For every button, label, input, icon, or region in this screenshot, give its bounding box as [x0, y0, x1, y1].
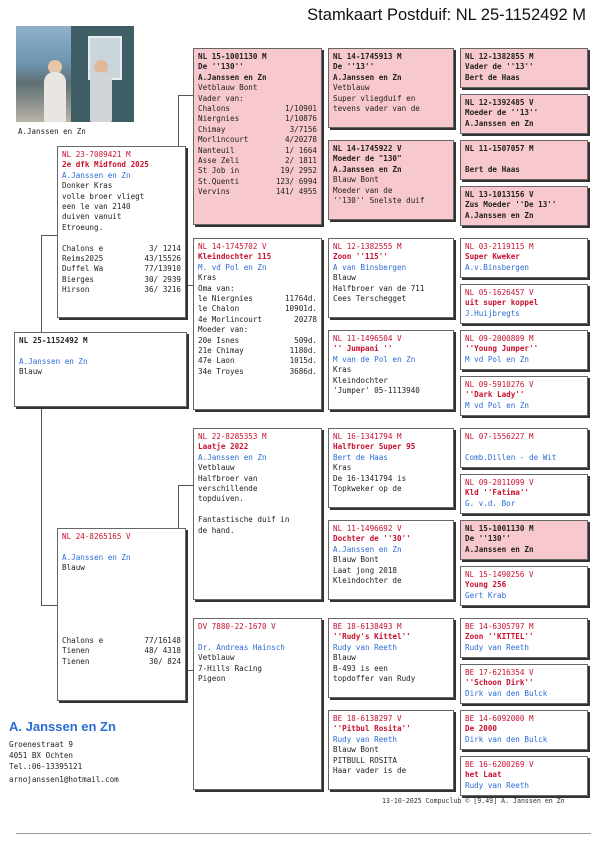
dd-ring: DV 7880-22-1670 V — [198, 622, 276, 631]
g3-line: Blauw — [333, 653, 356, 663]
g4-owner: Rudy van Reeth — [465, 780, 530, 790]
subject-owner: A.Janssen en Zn — [19, 356, 88, 366]
ds-owner: A.Janssen en Zn — [198, 452, 267, 462]
g4-name: uit super koppel — [465, 298, 539, 308]
subject-color: Blauw — [19, 367, 42, 377]
g4-ring: NL 03-2119115 M — [465, 242, 534, 251]
connector — [41, 605, 57, 606]
g3-line: Blauw Bont — [333, 555, 379, 565]
sd-owner: M. vd Pol en Zn — [198, 262, 267, 272]
g4-ring: NL 09-2000809 M — [465, 334, 534, 343]
dam-card — [57, 528, 186, 701]
ancestor-card-g4 — [460, 474, 588, 514]
ancestor-card-g4 — [460, 520, 588, 560]
page-title: Stamkaart Postduif: NL 25-1152492 M — [307, 6, 586, 24]
g4-name: het Laat — [465, 770, 502, 780]
ss-result: Vervins 141/ 4955 — [198, 187, 317, 197]
ancestor-card-g4 — [460, 376, 588, 416]
g4-owner: M vd Pol en Zn — [465, 354, 530, 364]
sd-line: Kras — [198, 273, 217, 283]
g4-ring: NL 12-1382855 M — [465, 52, 534, 61]
connector — [178, 95, 193, 96]
sd-line: Moeder van: — [198, 325, 249, 335]
sd-result: 47e Laon 1015d. — [198, 356, 317, 366]
sire-owner: A.Janssen en Zn — [62, 170, 131, 180]
g3-ring: BE 18-6138493 M — [333, 622, 402, 631]
owner-photo — [16, 26, 134, 122]
ancestor-card-g4 — [460, 618, 588, 658]
g4-name: Zoon ''KITTEL'' — [465, 632, 534, 642]
g3-line: De 16-1341794 is — [333, 473, 407, 483]
sire-name: 2e dfk Midfond 2025 — [62, 160, 149, 170]
sd-result: le Chalon 10901d. — [198, 304, 317, 314]
ancestor-card-g4 — [460, 140, 588, 180]
g3-line: Super vliegduif en — [333, 93, 416, 103]
ss-result: Asse Zeli 2/ 1811 — [198, 156, 317, 166]
ss-result: St Job in 19/ 2952 — [198, 166, 317, 176]
ancestor-card-g4 — [460, 566, 588, 606]
g4-name: Zus Moeder ''De 13'' — [465, 200, 557, 210]
ss-result: Nanteuil 1/ 1664 — [198, 145, 317, 155]
g4-ring: NL 15-1001130 M — [465, 524, 534, 533]
ss-line: Vader van: — [198, 93, 244, 103]
ancestor-card-g4 — [460, 756, 588, 796]
ds-line: Vetblauw — [198, 463, 235, 473]
g4-name — [465, 442, 583, 452]
g4-name: De 2000 — [465, 724, 498, 734]
ds-line: de hand. — [198, 525, 235, 535]
g3-line: Blauw — [333, 273, 356, 283]
g3-line: Blauw Bont — [333, 745, 379, 755]
g3-ring: NL 12-1382555 M — [333, 242, 402, 251]
g4-name — [465, 154, 583, 164]
dam-color: Blauw — [62, 563, 85, 573]
g3-line: Kleindochter — [333, 375, 388, 385]
ancestor-card-g4 — [460, 710, 588, 750]
sd-result: 20e Isnes 509d. — [198, 335, 317, 345]
g4-name: ''Young Jumper'' — [465, 344, 539, 354]
subject-ring: NL 25-1152492 M — [19, 336, 88, 345]
connector — [41, 235, 42, 605]
g4-name: Super Kweker — [465, 252, 520, 262]
g4-owner: A.Janssen en Zn — [465, 544, 534, 554]
sire-result: Chalons e 3/ 1214 — [62, 243, 181, 253]
g4-owner: A.Janssen en Zn — [465, 210, 534, 220]
g3-owner: Bert de Haas — [333, 452, 388, 462]
ancestor-card-g3 — [328, 520, 454, 600]
ds-line: Fantastische duif in — [198, 515, 290, 525]
sd-result: le Niergnies 11764d. — [198, 294, 317, 304]
g3-line: B-493 is een — [333, 663, 388, 673]
ss-result: Niergnies 1/10876 — [198, 114, 317, 124]
g3-line: Kras — [333, 463, 352, 473]
ss-owner: A.Janssen en Zn — [198, 72, 267, 82]
sire-card — [57, 146, 186, 318]
ancestor-card-g3 — [328, 330, 454, 410]
sd-result: 34e Troyes 3686d. — [198, 366, 317, 376]
dam-result: Tienen 48/ 4318 — [62, 646, 181, 656]
g3-line: Laat jong 2018 — [333, 565, 398, 575]
g3-owner: A.Janssen en Zn — [333, 72, 402, 82]
ss-result: Chimay 3/7156 — [198, 124, 317, 134]
ancestor-card-g3 — [328, 618, 454, 698]
g4-owner: M vd Pol en Zn — [465, 400, 530, 410]
ds-line: topduiven. — [198, 494, 244, 504]
dd-line: Vetblauw — [198, 653, 235, 663]
g3-line: 'Jumper' 05-1113940 — [333, 386, 420, 396]
ds-name: Laatje 2022 — [198, 442, 249, 452]
g4-owner: Bert de Haas — [465, 164, 520, 174]
sd-result: 21e Chimay 1180d. — [198, 346, 317, 356]
g4-name: Moeder de ''13'' — [465, 108, 539, 118]
dam-owner: A.Janssen en Zn — [62, 552, 131, 562]
g3-owner: A.Janssen en Zn — [333, 164, 402, 174]
ancestor-card-g3 — [328, 48, 454, 128]
sire-line: een le van 2140 — [62, 202, 131, 212]
ancestor-card-g4 — [460, 94, 588, 134]
g3-line: Topkweker op de — [333, 484, 402, 494]
sire-result: Bierges 30/ 2939 — [62, 274, 181, 284]
g3-owner: Rudy van Reeth — [333, 642, 398, 652]
g3-name: ''Pitbul Rosita'' — [333, 724, 411, 734]
g3-owner: A.Janssen en Zn — [333, 544, 402, 554]
g3-line: Cees Terschegget — [333, 294, 407, 304]
dam-result: Chalons e 77/16148 — [62, 636, 181, 646]
ancestor-card-g3 — [328, 238, 454, 318]
g3-ring: BE 18-6138297 V — [333, 714, 402, 723]
g3-line: Moeder van de — [333, 185, 393, 195]
dd-owner: Dr. Andreas Hainsch — [198, 642, 285, 652]
g3-owner: A van Binsbergen — [333, 262, 407, 272]
g3-name: Moeder de "130" — [333, 154, 402, 164]
ancestor-card-g4 — [460, 330, 588, 370]
ancestor-card-g4 — [460, 664, 588, 704]
g4-ring: NL 12-1392485 V — [465, 98, 534, 107]
dam-ring: NL 24-8265165 V — [62, 532, 131, 541]
ancestor-card-g3 — [328, 428, 454, 508]
g4-owner: Comb.Dillen - de Wit — [465, 452, 557, 462]
ancestor-card-g4 — [460, 186, 588, 226]
g3-name: De ''13'' — [333, 62, 375, 72]
breeder-name: A. Janssen en Zn — [9, 719, 116, 734]
sire-line: Donker Kras — [62, 181, 113, 191]
g4-name: Kld ''Fatima'' — [465, 488, 530, 498]
g3-line: ''130'' Snelste duif — [333, 196, 425, 206]
sire-result: Reims2025 43/15526 — [62, 254, 181, 264]
sire-ring: NL 23-7089421 M — [62, 150, 131, 159]
g4-ring: NL 05-1626457 V — [465, 288, 534, 297]
photo-caption: A.Janssen en Zn — [18, 127, 86, 136]
sire-line: duiven vanuit — [62, 212, 122, 222]
g4-ring: NL 09-5910276 V — [465, 380, 534, 389]
footer-text: 13-10-2025 Compuclub © [9.49] A. Janssen en Zn — [382, 797, 565, 805]
ds-line: Halfbroer van — [198, 473, 258, 483]
g4-ring: NL 15-1490256 V — [465, 570, 534, 579]
granddam-dam-card — [193, 618, 322, 790]
grandsire-sire-card — [193, 48, 322, 225]
g3-line: Kras — [333, 365, 352, 375]
g4-ring: NL 11-1507057 M — [465, 144, 534, 153]
g3-line: topdoffer van Rudy — [333, 674, 416, 684]
breeder-phone: Tel.:06-13395121 — [9, 762, 83, 771]
breeder-city: 4051 BX Ochten — [9, 751, 74, 760]
ds-ring: NL 22-8285353 M — [198, 432, 267, 441]
ss-ring: NL 15-1001130 M — [198, 52, 267, 61]
dd-line: 7-Hills Racing — [198, 663, 263, 673]
dd-line: Pigeon — [198, 674, 226, 684]
g3-ring: NL 14-1745913 M — [333, 52, 402, 61]
g3-name: Zoon ''115'' — [333, 252, 388, 262]
ancestor-card-g4 — [460, 284, 588, 324]
g3-ring: NL 11-1496504 V — [333, 334, 402, 343]
g3-owner: Rudy van Reeth — [333, 734, 398, 744]
ds-line: verschillende — [198, 484, 258, 494]
breeder-block — [9, 719, 119, 785]
g3-ring: NL 16-1341794 M — [333, 432, 402, 441]
connector — [41, 235, 57, 236]
sd-line: Oma van: — [198, 283, 235, 293]
g4-owner: J.Huijbregts — [465, 308, 520, 318]
ss-result: Chalons 1/10901 — [198, 104, 317, 114]
ss-result: Morlincourt 4/20278 — [198, 135, 317, 145]
footer-divider — [16, 833, 591, 834]
g4-owner: A.Janssen en Zn — [465, 118, 534, 128]
ss-name: De ''130'' — [198, 62, 244, 72]
sire-line: volle broer vliegt — [62, 191, 145, 201]
g3-owner: M van de Pol en Zn — [333, 354, 416, 364]
sd-name: Kleindochter 115 — [198, 252, 272, 262]
breeder-street: Groenestraat 9 — [9, 740, 74, 749]
g4-ring: BE 14-6305797 M — [465, 622, 534, 631]
granddam-sire-card — [193, 238, 322, 410]
g3-line: Halfbroer van de 711 — [333, 283, 425, 293]
g4-name: ''Schoon Dirk'' — [465, 678, 534, 688]
g3-name: '' Jumpani '' — [333, 344, 393, 354]
ancestor-card-g4 — [460, 48, 588, 88]
g4-owner: Rudy van Reeth — [465, 642, 530, 652]
g3-line: Blauw Bont — [333, 175, 379, 185]
ss-result: St.Quenti 123/ 6994 — [198, 176, 317, 186]
g4-ring: NL 09-2011099 V — [465, 478, 534, 487]
subject-card — [14, 332, 187, 407]
g3-line: PITBULL ROSITA — [333, 755, 398, 765]
g4-ring: BE 17-6216354 V — [465, 668, 534, 677]
grandsire-dam-card — [193, 428, 322, 600]
breeder-email: arnojanssen1@hotmail.com — [9, 775, 119, 784]
sire-line: Etroeung. — [62, 222, 104, 232]
ancestor-card-g3 — [328, 140, 454, 220]
ancestor-card-g3 — [328, 710, 454, 790]
sire-result: Duffel Wa 77/13910 — [62, 264, 181, 274]
g4-ring: BE 14-6092000 M — [465, 714, 534, 723]
g4-owner: A.v.Binsbergen — [465, 262, 530, 272]
g4-ring: BE 16-6200269 V — [465, 760, 534, 769]
g4-name: De ''130'' — [465, 534, 511, 544]
g4-ring: NL 13-1013156 V — [465, 190, 534, 199]
ancestor-card-g4 — [460, 428, 588, 468]
g3-name: ''Rudy's Kittel'' — [333, 632, 411, 642]
g4-owner: Dirk van den Bulck — [465, 734, 548, 744]
sire-result: Hirson 36/ 3216 — [62, 285, 181, 295]
sd-ring: NL 14-1745702 V — [198, 242, 267, 251]
g3-line: tevens vader van de — [333, 104, 420, 114]
g3-ring: NL 14-1745922 V — [333, 144, 402, 153]
g3-line: Kleindochter de — [333, 576, 402, 586]
ss-line: Vetblauw Bont — [198, 83, 258, 93]
dam-result: Tienen 30/ 824 — [62, 656, 181, 666]
g4-owner: Bert de Haas — [465, 72, 520, 82]
g4-name: ''Dark Lady'' — [465, 390, 525, 400]
g4-owner: Gert Krab — [465, 590, 507, 600]
g3-name: Dochter de ''30'' — [333, 534, 411, 544]
g4-name: Vader de ''13'' — [465, 62, 534, 72]
g3-name: Halfbroer Super 95 — [333, 442, 416, 452]
g4-owner: Dirk van den Bulck — [465, 688, 548, 698]
g4-ring: NL 07-1556227 M — [465, 432, 534, 441]
g3-ring: NL 11-1496692 V — [333, 524, 402, 533]
g3-line: Vetblauw — [333, 83, 370, 93]
ancestor-card-g4 — [460, 238, 588, 278]
connector — [178, 485, 193, 486]
g4-owner: G. v.d. Bor — [465, 498, 516, 508]
sd-result: 4e Morlincourt 20278 — [198, 314, 317, 324]
g3-line: Haar vader is de — [333, 766, 407, 776]
g4-name: Young 256 — [465, 580, 507, 590]
